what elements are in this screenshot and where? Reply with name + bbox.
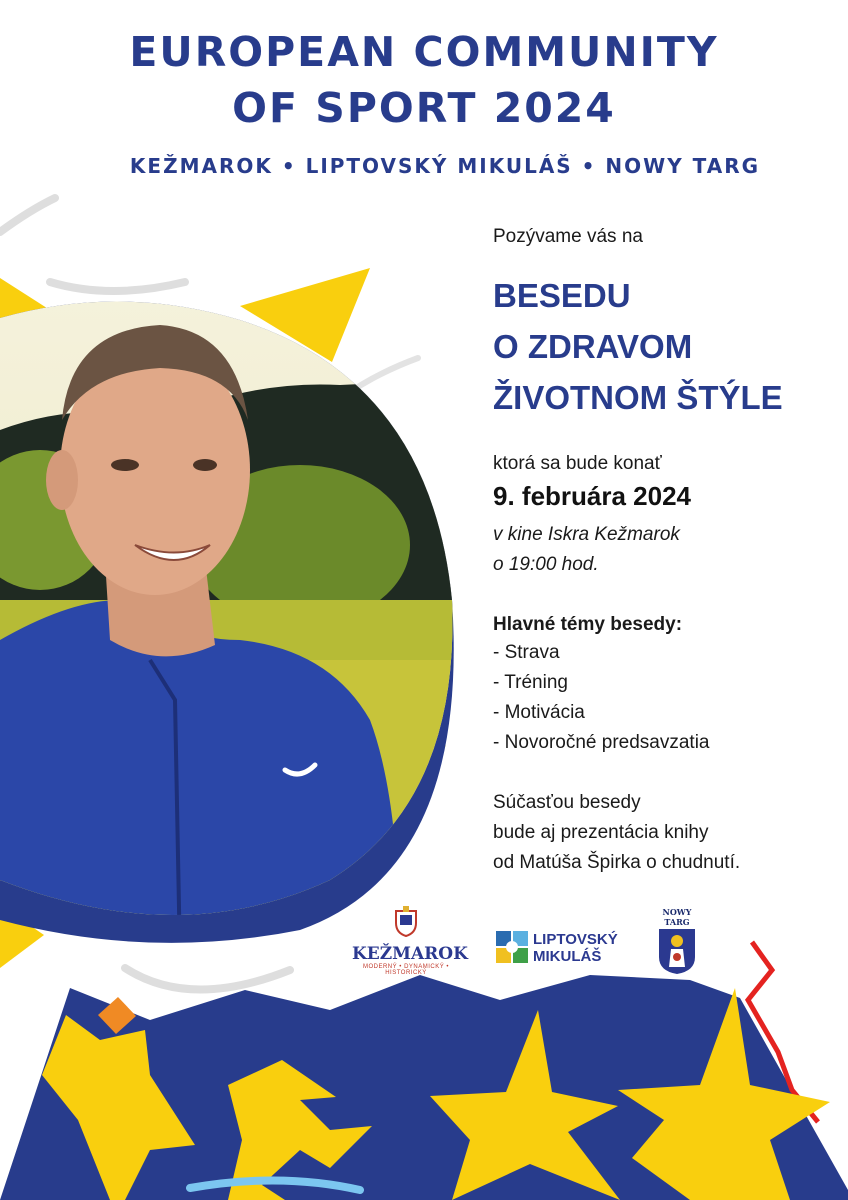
nowy-targ-crest-icon [657, 927, 697, 975]
event-details [493, 226, 833, 878]
event-title-line: O ZDRAVOM [493, 328, 693, 365]
when-label: ktorá sa bude konať [493, 453, 662, 474]
host-cities: KEŽMAROK • LIPTOVSKÝ MIKULÁŠ • NOWY TARG [129, 154, 761, 178]
partner-logos [0, 905, 848, 985]
kezmarok-logo-tagline: MODERNÝ • DYNAMICKÝ • HISTORICKÝ [362, 964, 450, 976]
topics-list [493, 638, 833, 758]
liptovsky-mikulas-logo [496, 929, 626, 969]
book-note-line: od Matúša Špirka o chudnutí. [493, 852, 741, 873]
liptovsky-mikulas-emblem-icon [496, 931, 528, 963]
topic-item: - Novoročné predsavzatia [493, 732, 710, 753]
book-note-line: bude aj prezentácia knihy [493, 822, 709, 843]
event-time: o 19:00 hod. [493, 554, 599, 575]
liptovsky-mikulas-logo-name [533, 931, 618, 965]
nowy-targ-logo-name: NOWY TARG [662, 907, 692, 927]
topic-item: - Strava [493, 642, 560, 663]
kezmarok-crest-icon [392, 905, 420, 937]
header-title-line2: OF SPORT 2024 [232, 84, 616, 132]
liptovsky-mikulas-name-line1: LIPTOVSKÝ [533, 931, 618, 948]
book-note [493, 788, 833, 878]
kezmarok-logo-name: KEŽMAROK [352, 944, 468, 964]
kezmarok-logo [352, 905, 468, 976]
invitation-intro: Pozývame vás na [493, 226, 643, 247]
event-date: 9. februára 2024 [493, 481, 692, 511]
liptovsky-mikulas-name-line2: MIKULÁŠ [533, 948, 602, 965]
nowy-targ-logo [654, 907, 700, 980]
topic-item: - Tréning [493, 672, 568, 693]
event-title-line: BESEDU [493, 277, 631, 314]
topic-item: - Motivácia [493, 702, 585, 723]
event-place [493, 520, 833, 580]
header-title [0, 24, 848, 136]
event-title-line: ŽIVOTNOM ŠTÝLE [493, 379, 783, 416]
event-title [493, 270, 833, 423]
header-title-line1: EUROPEAN COMMUNITY [129, 28, 719, 76]
book-note-line: Súčasťou besedy [493, 792, 641, 813]
topics-heading: Hlavné témy besedy: [493, 614, 683, 635]
event-venue: v kine Iskra Kežmarok [493, 524, 680, 545]
